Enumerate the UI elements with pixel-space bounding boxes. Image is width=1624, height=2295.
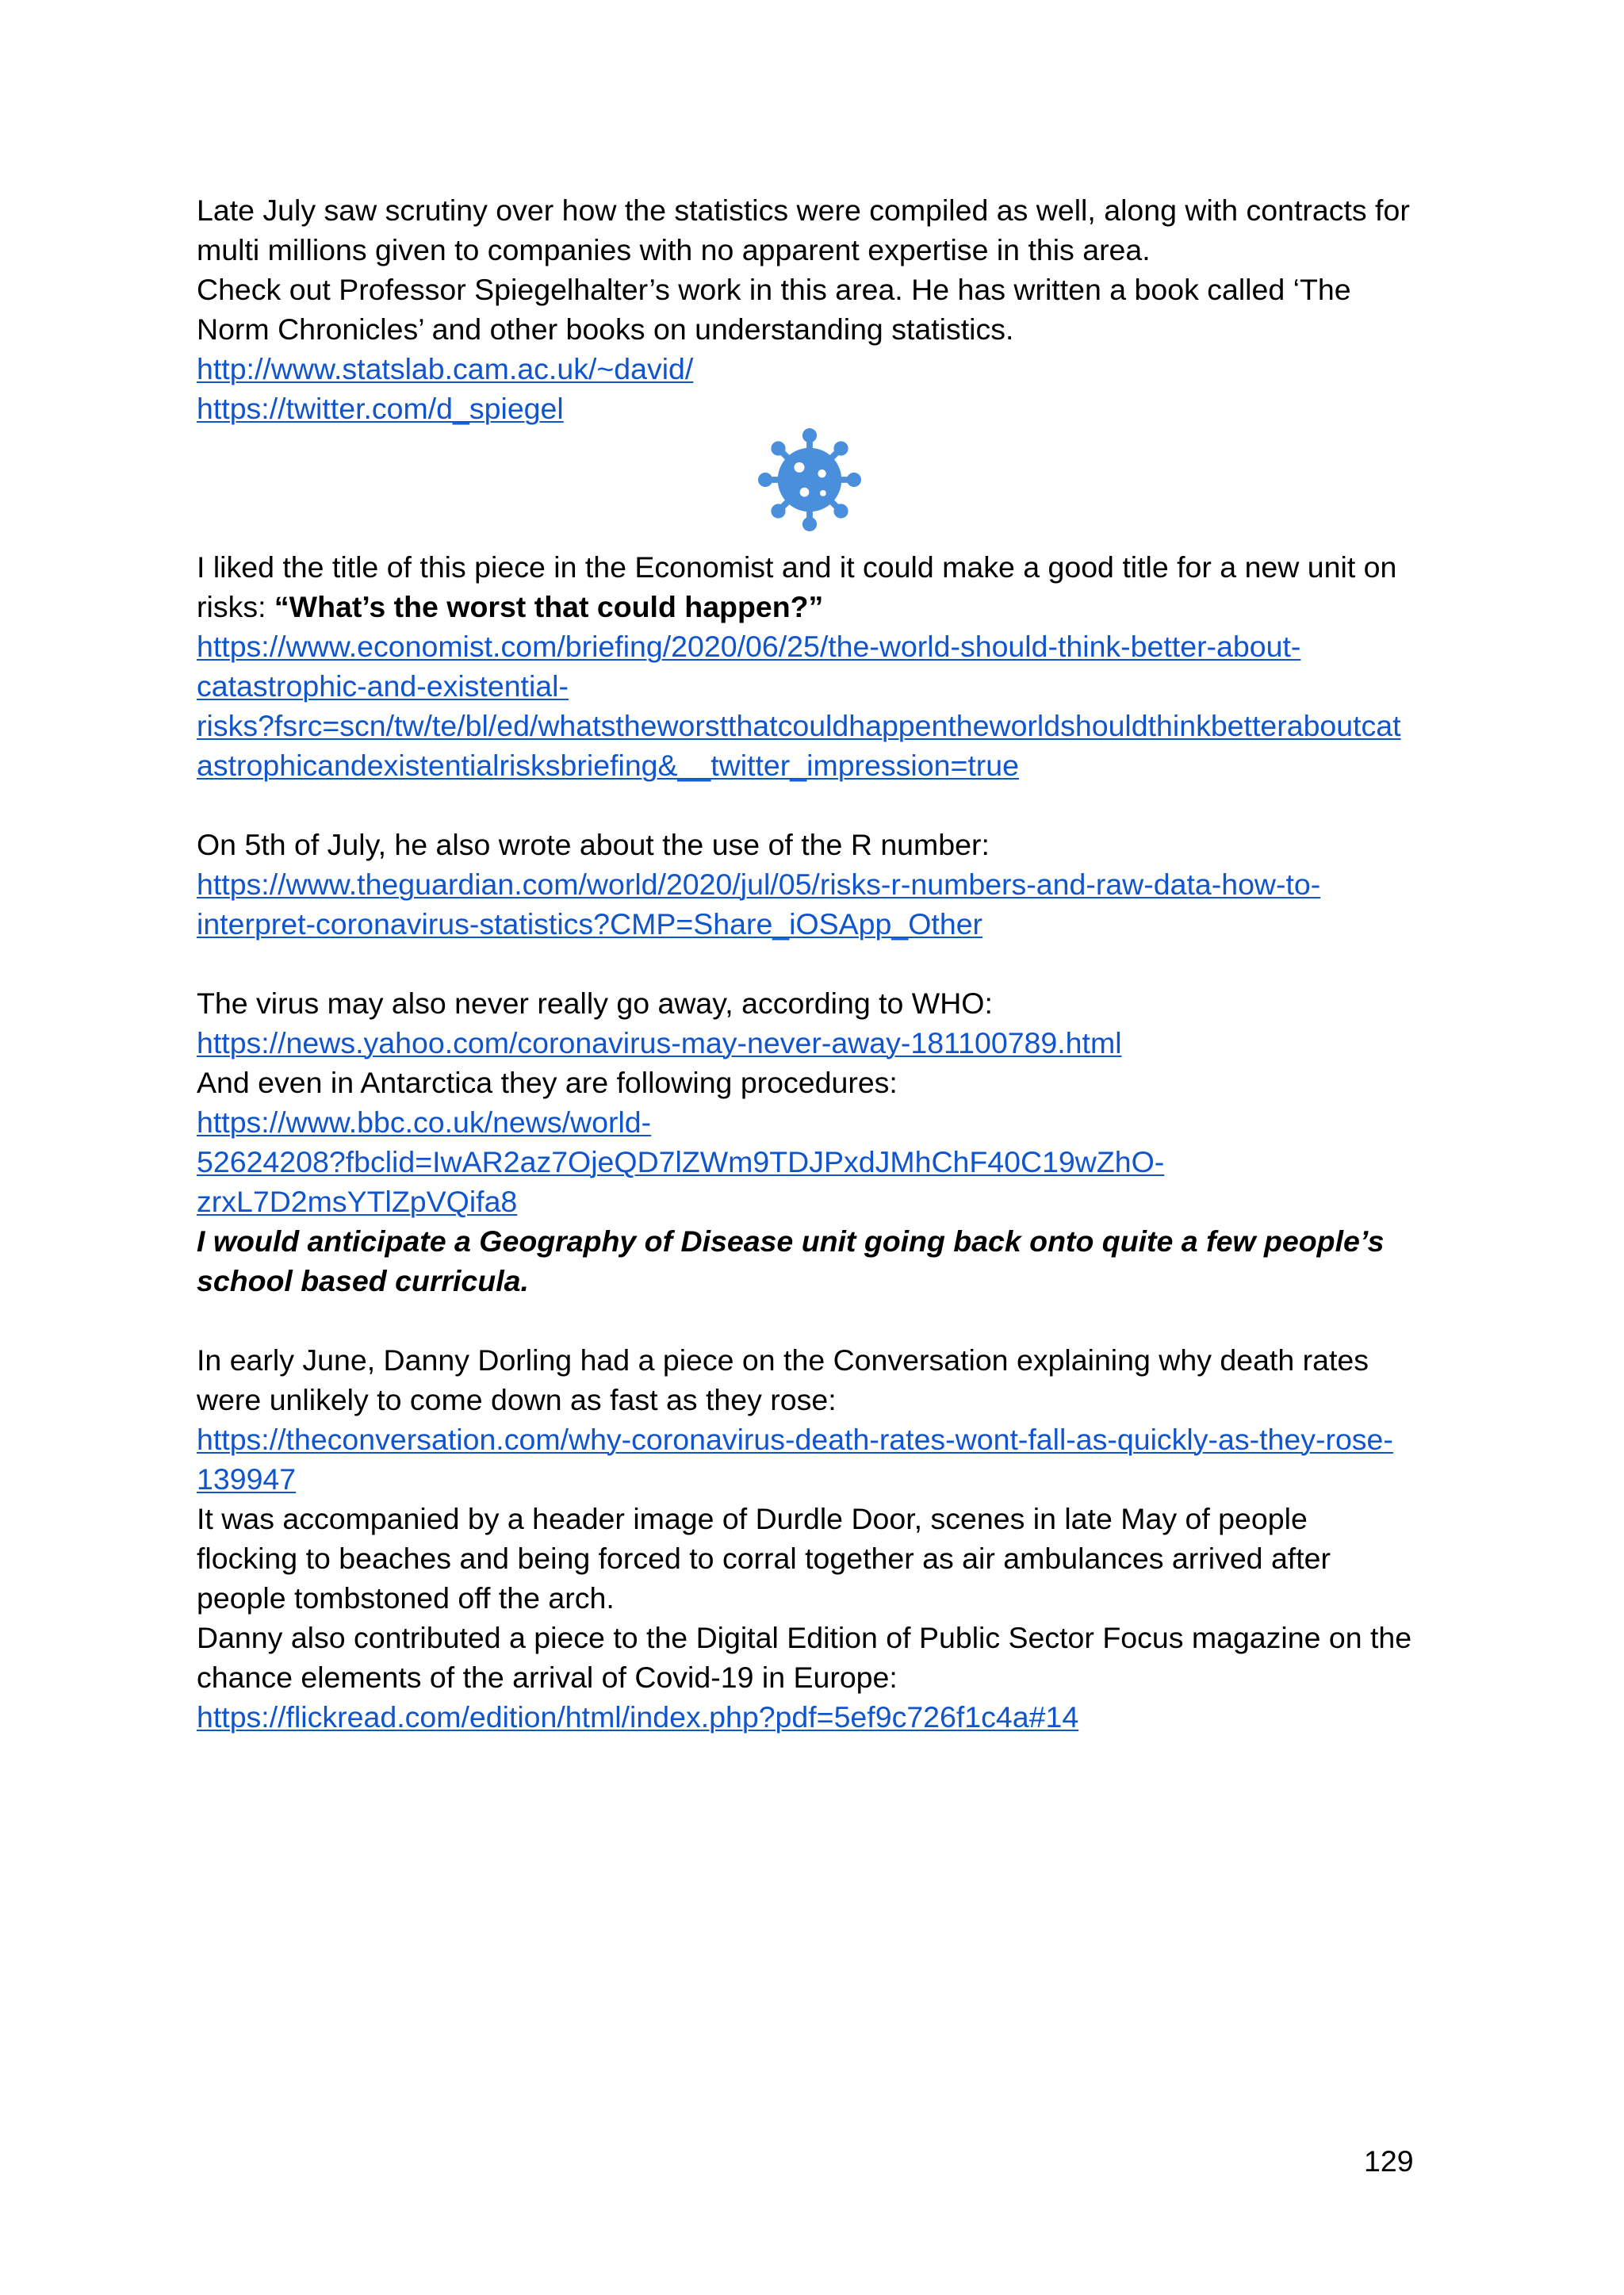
yahoo-link[interactable]: https://news.yahoo.com/coronavirus-may-never-away-181100789.html <box>197 1026 1122 1059</box>
paragraph-line: Late July saw scrutiny over how the statistics were compiled as well, along with contracts for <box>197 193 1410 227</box>
statslab-link[interactable]: http://www.statslab.cam.ac.uk/~david/ <box>197 352 694 385</box>
paragraph-line: I liked the title of this piece in the Economist and it could make a good title for a new unit on <box>197 550 1397 584</box>
paragraph-text: risks: <box>197 590 274 623</box>
paragraph-line <box>197 587 1434 626</box>
conversation-link[interactable]: 139947 <box>197 1462 297 1496</box>
emphasis-line: school based curricula. <box>197 1264 529 1297</box>
bbc-link[interactable]: https://www.bbc.co.uk/news/world- <box>197 1105 652 1139</box>
bbc-link[interactable]: zrxL7D2msYTlZpVQifa8 <box>197 1185 518 1218</box>
paragraph-line: Norm Chronicles’ and other books on understanding statistics. <box>197 312 1014 346</box>
flickread-link[interactable]: https://flickread.com/edition/html/index.php?pdf=5ef9c726f1c4a#14 <box>197 1700 1079 1734</box>
coronavirus-icon <box>758 428 861 531</box>
paragraph-spacer <box>197 785 1434 825</box>
economist-link[interactable]: astrophicandexistentialrisksbriefing&__twitter_impression=true <box>197 749 1019 782</box>
paragraph-line: multi millions given to companies with no apparent expertise in this area. <box>197 233 1151 266</box>
economist-link[interactable]: catastrophic-and-existential- <box>197 669 569 703</box>
paragraph-line: Danny also contributed a piece to the Digital Edition of Public Sector Focus magazine on the <box>197 1621 1412 1654</box>
guardian-link[interactable]: interpret-coronavirus-statistics?CMP=Share_iOSApp_Other <box>197 907 983 941</box>
guardian-link[interactable]: https://www.theguardian.com/world/2020/jul/05/risks-r-numbers-and-raw-data-how-to- <box>197 868 1321 901</box>
conversation-link[interactable]: https://theconversation.com/why-coronavirus-death-rates-wont-fall-as-quickly-as-they-rose- <box>197 1423 1393 1456</box>
virus-icon-row <box>197 428 1434 547</box>
paragraph-line: Check out Professor Spiegelhalter’s work in this area. He has written a book called ‘The <box>197 273 1351 306</box>
paragraph-line: were unlikely to come down as fast as they rose: <box>197 1383 837 1416</box>
paragraph-line: On 5th of July, he also wrote about the use of the R number: <box>197 828 990 861</box>
bbc-link[interactable]: 52624208?fbclid=IwAR2az7OjeQD7lZWm9TDJPxdJMhChF40C19wZhO- <box>197 1145 1165 1178</box>
twitter-link[interactable]: https://twitter.com/d_spiegel <box>197 392 564 425</box>
paragraph-line: people tombstoned off the arch. <box>197 1581 615 1615</box>
paragraph-line: The virus may also never really go away, according to WHO: <box>197 987 993 1020</box>
page-body <box>197 190 1434 1737</box>
economist-link[interactable]: risks?fsrc=scn/tw/te/bl/ed/whatstheworstthatcouldhappentheworldshouldthinkbetteraboutcat <box>197 709 1401 742</box>
paragraph-spacer <box>197 1301 1434 1340</box>
paragraph-line: It was accompanied by a header image of Durdle Door, scenes in late May of people <box>197 1502 1308 1535</box>
economist-link[interactable]: https://www.economist.com/briefing/2020/06/25/the-world-should-think-better-about- <box>197 630 1301 663</box>
paragraph-line: And even in Antarctica they are following procedures: <box>197 1066 898 1099</box>
paragraph-line: chance elements of the arrival of Covid-19 in Europe: <box>197 1661 898 1694</box>
page-number: 129 <box>1364 2144 1414 2178</box>
quoted-title: “What’s the worst that could happen?” <box>274 590 824 623</box>
paragraph-line: flocking to beaches and being forced to corral together as air ambulances arrived after <box>197 1542 1331 1575</box>
emphasis-line: I would anticipate a Geography of Disease unit going back onto quite a few people’s <box>197 1224 1385 1258</box>
paragraph-line: In early June, Danny Dorling had a piece on the Conversation explaining why death rates <box>197 1343 1369 1377</box>
paragraph-spacer <box>197 944 1434 983</box>
